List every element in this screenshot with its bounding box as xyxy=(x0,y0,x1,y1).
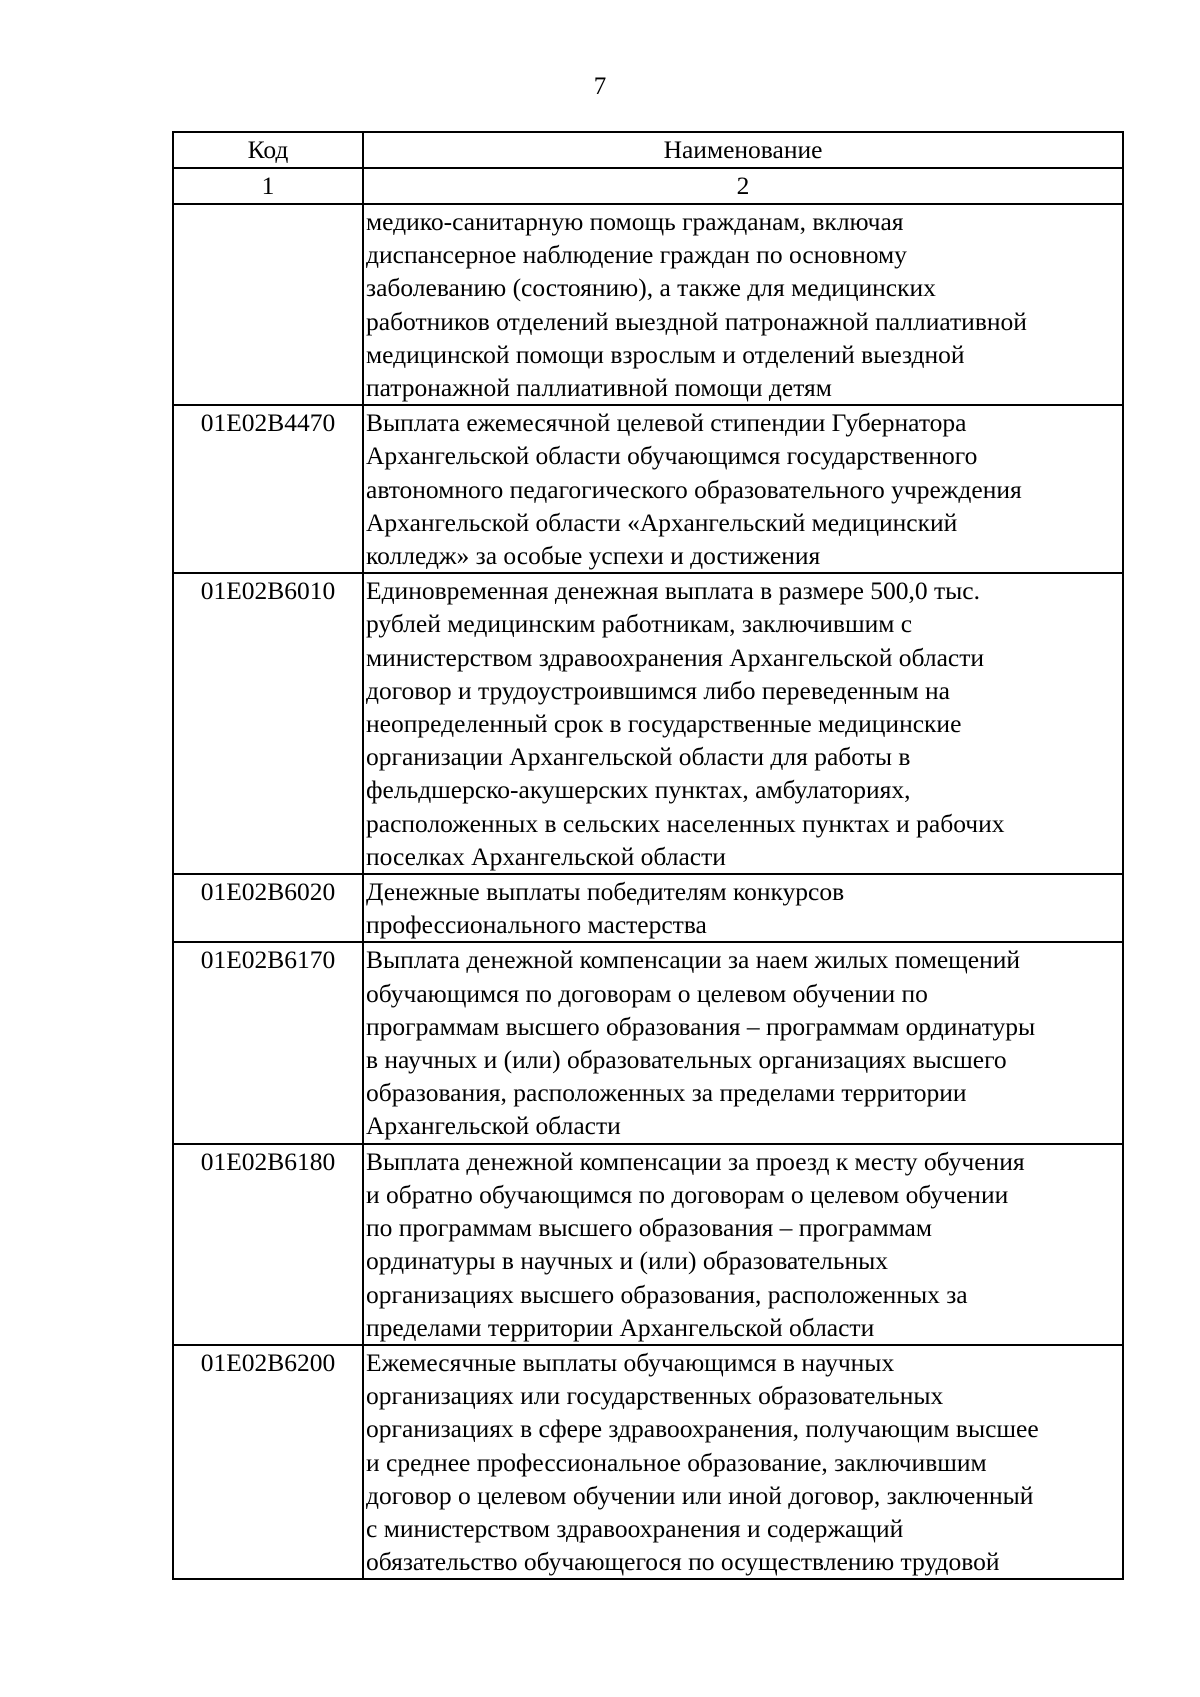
row-name-line: автономного педагогического образовательного учреждения xyxy=(366,474,1022,504)
row-code: 01Е02В6180 xyxy=(173,1144,363,1345)
row-name xyxy=(363,1144,1123,1345)
row-name-line: ординатуры в научных и (или) образовательных xyxy=(366,1246,889,1276)
column-header-code: Код xyxy=(173,132,363,168)
table-row xyxy=(173,405,1123,573)
row-code: 01Е02В6200 xyxy=(173,1345,363,1579)
row-code xyxy=(173,204,363,405)
table-row xyxy=(173,573,1123,874)
table-row xyxy=(173,942,1123,1143)
row-name-line: расположенных в сельских населенных пунктах и рабочих xyxy=(366,808,1005,838)
row-name-line: диспансерное наблюдение граждан по основному xyxy=(366,240,907,270)
row-name-line: заболеванию (состоянию), а также для медицинских xyxy=(366,273,936,303)
table-row xyxy=(173,874,1123,942)
row-name-line: обязательство обучающегося по осуществлению трудовой xyxy=(366,1547,1000,1577)
row-name-line: Денежные выплаты победителям конкурсов xyxy=(366,877,845,907)
row-name xyxy=(363,573,1123,874)
row-name-line: медицинской помощи взрослым и отделений выездной xyxy=(366,339,965,369)
row-name-line: образования, расположенных за пределами территории xyxy=(366,1078,967,1108)
row-code: 01Е02В4470 xyxy=(173,405,363,573)
row-code: 01Е02В6170 xyxy=(173,942,363,1143)
row-name-line: организациях высшего образования, расположенных за xyxy=(366,1279,968,1309)
row-name-line: Ежемесячные выплаты обучающимся в научных xyxy=(366,1347,895,1377)
row-name-line: договор и трудоустроившимся либо переведенным на xyxy=(366,675,950,705)
row-name-line: Выплата денежной компенсации за проезд к месту обучения xyxy=(366,1146,1025,1176)
row-name-line: пределами территории Архангельской области xyxy=(366,1312,875,1342)
row-name-line: фельдшерско-акушерских пунктах, амбулаториях, xyxy=(366,775,911,805)
row-name-line: и среднее профессиональное образование, заключившим xyxy=(366,1447,987,1477)
row-name-line: Выплата денежной компенсации за наем жилых помещений xyxy=(366,945,1021,975)
column-number-row xyxy=(173,168,1123,204)
row-name-line: организациях или государственных образовательных xyxy=(366,1381,944,1411)
row-name-line: Архангельской области обучающимся государственного xyxy=(366,441,978,471)
page-number: 7 xyxy=(593,73,607,100)
row-name-line: колледж» за особые успехи и достижения xyxy=(366,541,821,571)
row-name xyxy=(363,942,1123,1143)
row-name-line: и обратно обучающимся по договорам о целевом обучении xyxy=(366,1179,1009,1209)
row-name-line: Архангельской области «Архангельский медицинский xyxy=(366,507,958,537)
row-name-line: организации Архангельской области для работы в xyxy=(366,742,911,772)
row-name-line: работников отделений выездной патронажной паллиативной xyxy=(366,306,1027,336)
row-name xyxy=(363,405,1123,573)
row-name-line: Архангельской области xyxy=(366,1111,621,1141)
row-name xyxy=(363,874,1123,942)
row-name-line: министерством здравоохранения Архангельской области xyxy=(366,642,985,672)
column-header-name: Наименование xyxy=(363,132,1123,168)
table-row xyxy=(173,204,1123,405)
row-code: 01Е02В6020 xyxy=(173,874,363,942)
row-name-line: организациях в сфере здравоохранения, получающим высшее xyxy=(366,1414,1039,1444)
row-name-line: обучающимся по договорам о целевом обучении по xyxy=(366,978,928,1008)
row-name-line: программам высшего образования – программам ординатуры xyxy=(366,1011,1036,1041)
row-name-line: с министерством здравоохранения и содержащий xyxy=(366,1513,904,1543)
row-name-line: неопределенный срок в государственные медицинские xyxy=(366,709,962,739)
column-number-code: 1 xyxy=(173,168,363,204)
table-row xyxy=(173,1144,1123,1345)
row-name-line: по программам высшего образования – программам xyxy=(366,1213,933,1243)
row-name xyxy=(363,204,1123,405)
row-name-line: патронажной паллиативной помощи детям xyxy=(366,373,832,403)
row-name-line: Выплата ежемесячной целевой стипендии Губернатора xyxy=(366,408,967,438)
table-row xyxy=(173,1345,1123,1579)
row-name-line: медико-санитарную помощь гражданам, включая xyxy=(366,207,904,236)
row-name-line: рублей медицинским работникам, заключившим с xyxy=(366,609,913,639)
row-name-line: Единовременная денежная выплата в размере 500,0 тыс. xyxy=(366,576,980,606)
table-header-row xyxy=(173,132,1123,168)
row-name-line: договор о целевом обучении или иной договор, заключенный xyxy=(366,1480,1034,1510)
budget-code-table xyxy=(172,131,1124,1580)
row-name-line: поселках Архангельской области xyxy=(366,841,726,871)
row-name xyxy=(363,1345,1123,1579)
column-number-name: 2 xyxy=(363,168,1123,204)
row-code: 01Е02В6010 xyxy=(173,573,363,874)
row-name-line: в научных и (или) образовательных организациях высшего xyxy=(366,1045,1007,1075)
row-name-line: профессионального мастерства xyxy=(366,910,707,940)
